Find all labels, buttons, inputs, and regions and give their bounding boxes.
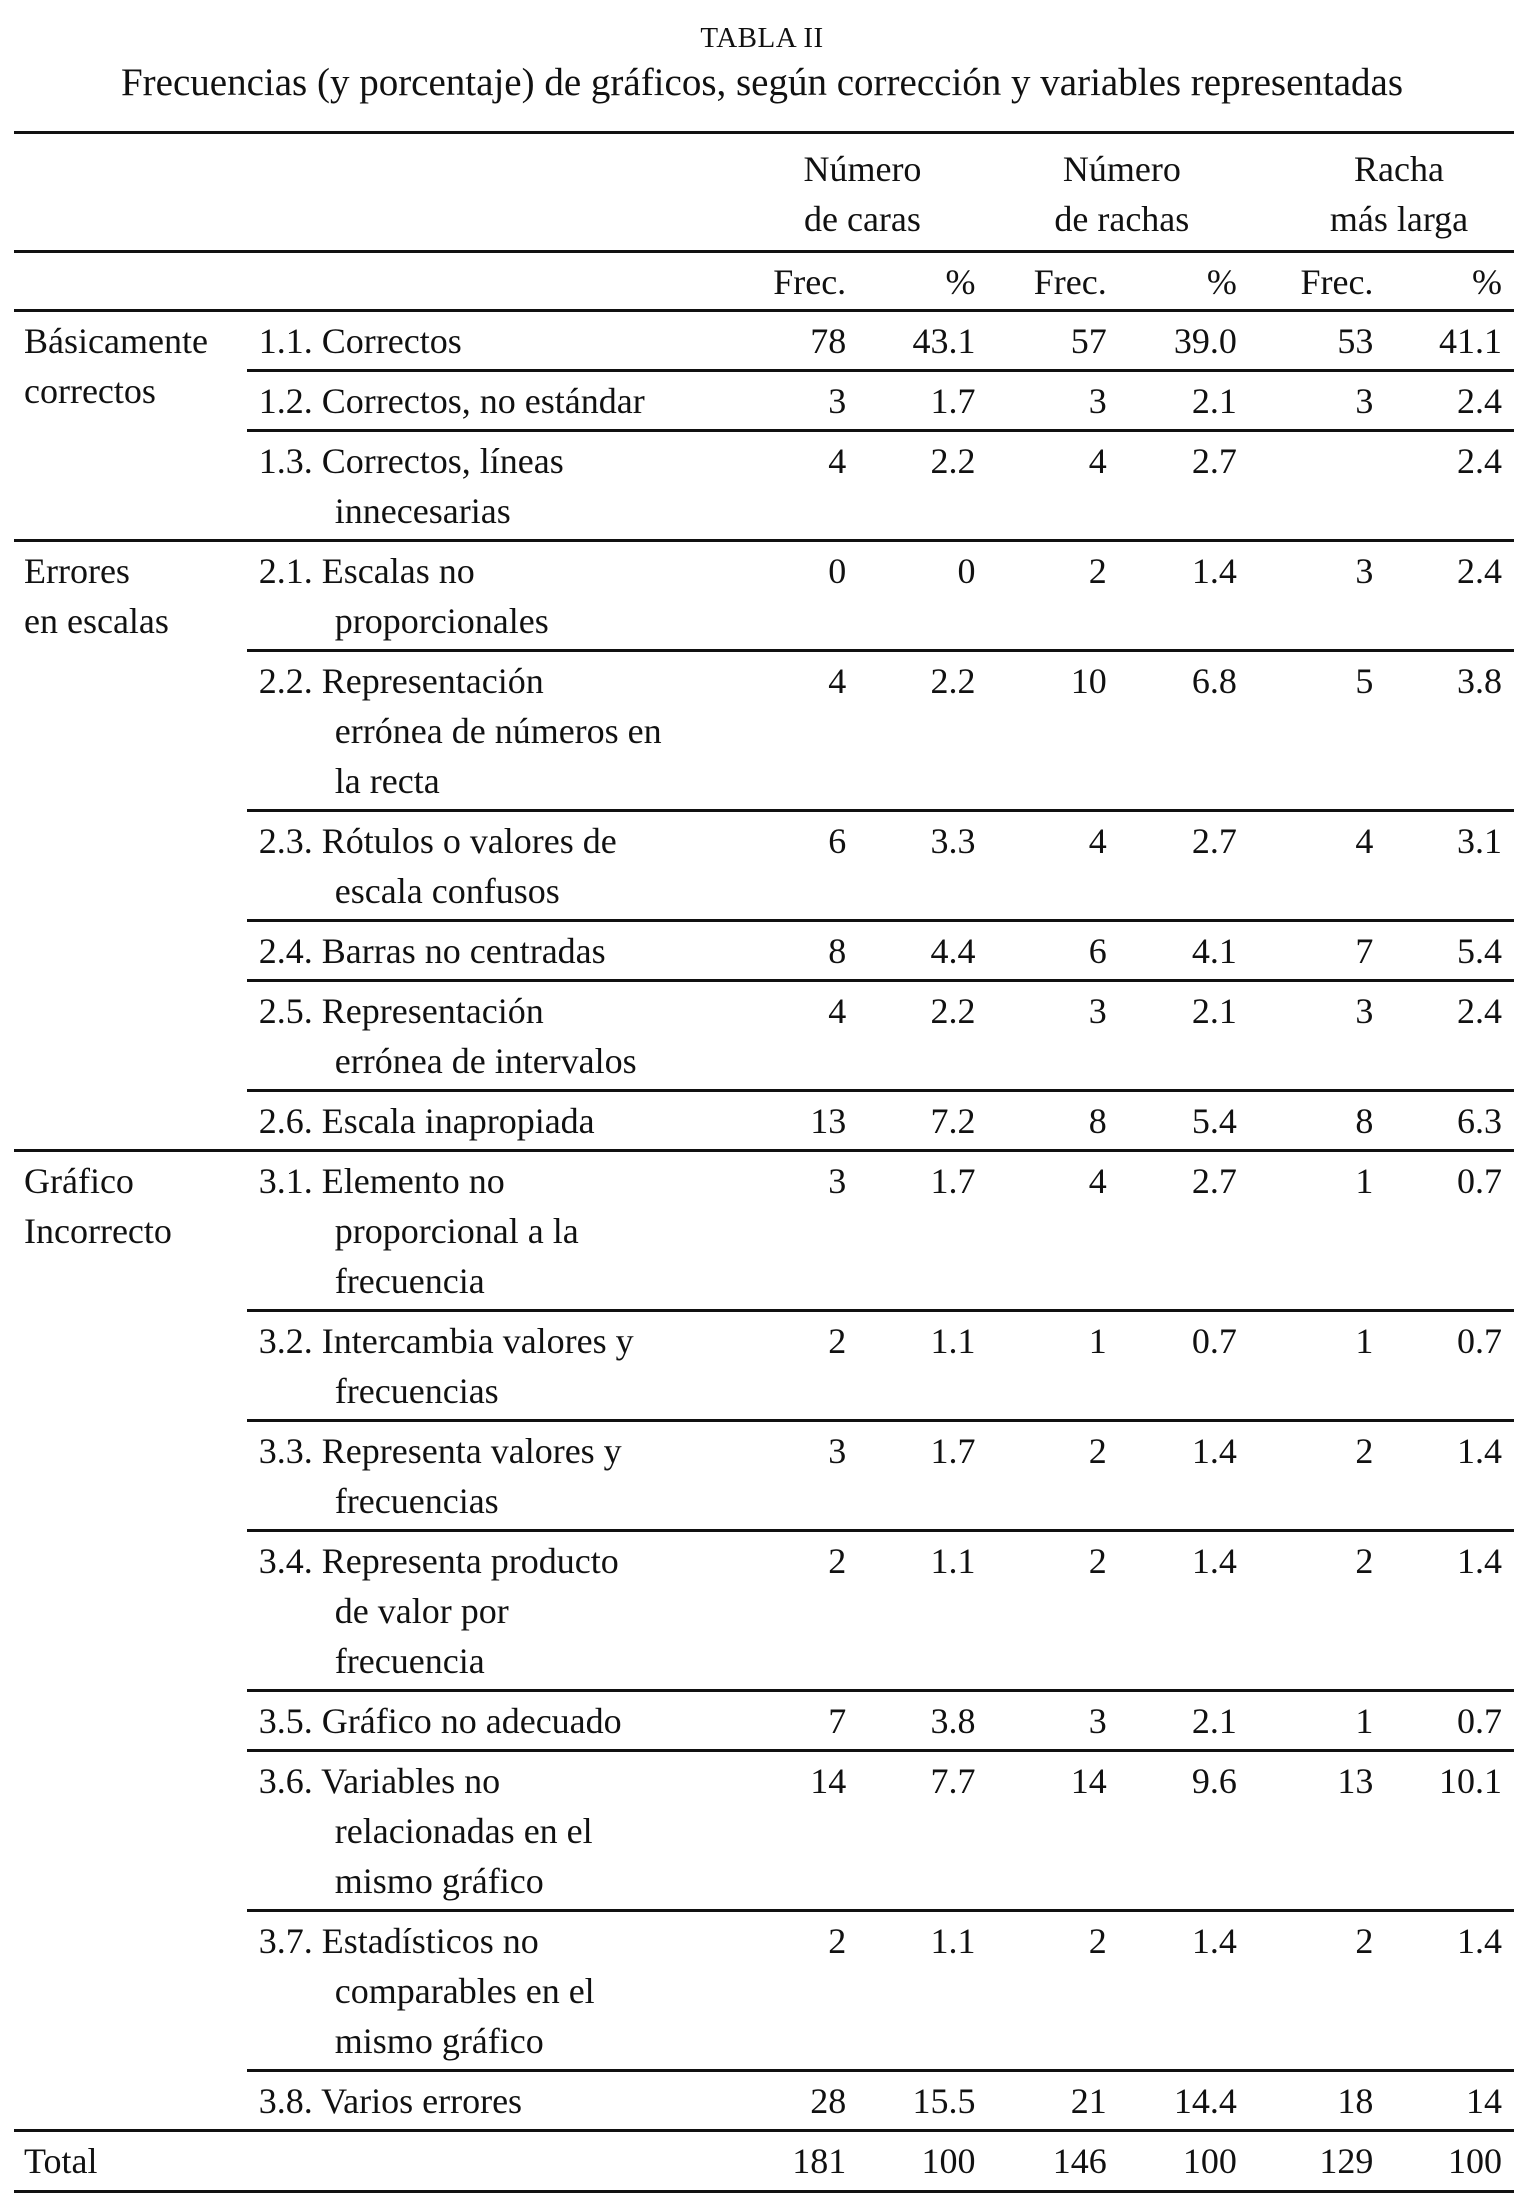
percentage-value: 41.1 — [1385, 311, 1514, 371]
frequency-value: 4 — [732, 651, 858, 811]
percentage-value: 1.4 — [1119, 1911, 1249, 2071]
frequency-value: 6 — [987, 921, 1118, 981]
item-label: 3.2. Intercambia valores y — [258, 1321, 634, 1361]
item-label: frecuencias — [334, 1481, 499, 1521]
frequency-value: 2 — [1249, 1911, 1386, 2071]
item-label-cell — [247, 1421, 732, 1531]
percentage-value: 0.7 — [1385, 1311, 1514, 1421]
percentage-value: 2.7 — [1119, 811, 1249, 921]
frequency-value: 14 — [732, 1751, 858, 1911]
category-label: Incorrecto — [24, 1211, 172, 1251]
item-label-cell — [247, 1531, 732, 1691]
frequency-value: 3 — [1249, 541, 1386, 651]
frequency-value: 4 — [987, 811, 1118, 921]
item-label-cell — [247, 1091, 732, 1151]
total-value: 129 — [1249, 2131, 1386, 2192]
frequency-value: 2 — [1249, 1531, 1386, 1691]
frequency-value: 3 — [987, 1691, 1118, 1751]
category-label: Gráfico — [24, 1161, 134, 1201]
item-label-cell — [247, 811, 732, 921]
frequency-value: 4 — [732, 431, 858, 541]
item-label-cell — [247, 371, 732, 431]
frequency-value: 2 — [732, 1311, 858, 1421]
frequency-value: 8 — [1249, 1091, 1386, 1151]
column-group-numero-de-rachas: Número de rachas — [1054, 149, 1190, 239]
item-label-cell — [247, 541, 732, 651]
percentage-value: 2.2 — [858, 651, 987, 811]
percentage-value: 1.1 — [858, 1311, 987, 1421]
frequency-value: 3 — [1249, 981, 1386, 1091]
item-label: innecesarias — [334, 491, 511, 531]
frequency-value: 4 — [732, 981, 858, 1091]
item-label: proporcionales — [334, 601, 549, 641]
item-label: de valor por — [334, 1591, 509, 1631]
percentage-value: 2.7 — [1119, 431, 1249, 541]
frequency-value: 2 — [987, 1911, 1118, 2071]
item-label-cell — [247, 311, 732, 371]
subheader-pct: % — [945, 262, 976, 302]
percentage-value: 2.2 — [858, 431, 987, 541]
item-label-cell — [247, 1751, 732, 1911]
frequency-value: 2 — [987, 541, 1118, 651]
frequency-value: 78 — [732, 311, 858, 371]
total-value: 100 — [1385, 2131, 1514, 2192]
percentage-value: 3.8 — [858, 1691, 987, 1751]
percentage-value: 0.7 — [1119, 1311, 1249, 1421]
item-label: 3.4. Representa producto — [258, 1541, 619, 1581]
frequency-value: 57 — [987, 311, 1118, 371]
item-label: 1.3. Correctos, líneas — [258, 441, 564, 481]
percentage-value: 5.4 — [1385, 921, 1514, 981]
percentage-value: 4.1 — [1119, 921, 1249, 981]
item-label: 2.6. Escala inapropiada — [258, 1101, 595, 1141]
percentage-value: 0 — [858, 541, 987, 651]
percentage-value: 2.4 — [1385, 371, 1514, 431]
table-row — [14, 541, 1514, 651]
total-label: Total — [14, 2131, 247, 2192]
item-label: errónea de intervalos — [334, 1041, 637, 1081]
item-label: 1.1. Correctos — [258, 321, 462, 361]
table-title: Frecuencias (y porcentaje) de gráficos, según corrección y variables representadas — [120, 61, 1404, 104]
percentage-value: 14.4 — [1119, 2071, 1249, 2131]
frequency-value: 4 — [987, 431, 1118, 541]
frequency-value: 1 — [1249, 1691, 1386, 1751]
category-label: en escalas — [24, 601, 169, 641]
item-label: 3.6. Variables no — [258, 1761, 501, 1801]
frequency-value: 0 — [732, 541, 858, 651]
item-label-cell — [247, 921, 732, 981]
frequency-value: 13 — [1249, 1751, 1386, 1911]
percentage-value: 2.1 — [1119, 981, 1249, 1091]
percentage-value: 5.4 — [1119, 1091, 1249, 1151]
percentage-value: 43.1 — [858, 311, 987, 371]
item-label: 2.4. Barras no centradas — [258, 931, 606, 971]
column-group-header-row — [14, 133, 1514, 252]
item-label: 2.2. Representación — [258, 661, 544, 701]
percentage-value: 2.2 — [858, 981, 987, 1091]
total-value: 181 — [732, 2131, 858, 2192]
item-label-cell — [247, 1151, 732, 1311]
percentage-value: 7.7 — [858, 1751, 987, 1911]
item-label-cell — [247, 431, 732, 541]
frequency-value: 7 — [1249, 921, 1386, 981]
frequency-value: 1 — [1249, 1311, 1386, 1421]
column-group-racha-mas-larga: Racha más larga — [1329, 149, 1469, 239]
subheader-row — [14, 252, 1514, 311]
frequency-value: 14 — [987, 1751, 1118, 1911]
item-label-cell — [247, 981, 732, 1091]
category-label: Errores — [24, 551, 130, 591]
frequency-value: 18 — [1249, 2071, 1386, 2131]
item-label: mismo gráfico — [334, 1861, 544, 1901]
frequency-value: 2 — [732, 1911, 858, 2071]
item-label: 2.5. Representación — [258, 991, 544, 1031]
table-row — [14, 311, 1514, 371]
subheader-pct: % — [1206, 262, 1237, 302]
item-label: la recta — [334, 761, 440, 801]
percentage-value: 14 — [1385, 2071, 1514, 2131]
percentage-value: 1.1 — [858, 1911, 987, 2071]
percentage-value: 2.7 — [1119, 1151, 1249, 1311]
total-row — [14, 2131, 1514, 2192]
item-label: 2.3. Rótulos o valores de — [258, 821, 617, 861]
frequency-value: 1 — [987, 1311, 1118, 1421]
frequency-value: 53 — [1249, 311, 1386, 371]
frequency-table — [14, 131, 1514, 2193]
frequency-value: 3 — [732, 371, 858, 431]
subheader-frec: Frec. — [773, 262, 847, 302]
frequency-value: 10 — [987, 651, 1118, 811]
item-label: 3.7. Estadísticos no — [258, 1921, 539, 1961]
subheader-frec: Frec. — [1033, 262, 1107, 302]
item-label: errónea de números en — [334, 711, 662, 751]
table-label: TABLA II — [700, 22, 824, 54]
total-value: 100 — [858, 2131, 987, 2192]
item-label: relacionadas en el — [334, 1811, 593, 1851]
percentage-value: 1.4 — [1385, 1531, 1514, 1691]
percentage-value: 6.8 — [1119, 651, 1249, 811]
frequency-value: 28 — [732, 2071, 858, 2131]
frequency-value: 8 — [987, 1091, 1118, 1151]
frequency-value: 3 — [987, 981, 1118, 1091]
column-group-numero-de-caras: Número de caras — [803, 149, 922, 239]
subheader-pct: % — [1472, 262, 1502, 302]
category-label: correctos — [24, 371, 156, 411]
percentage-value: 1.4 — [1385, 1421, 1514, 1531]
percentage-value: 3.8 — [1385, 651, 1514, 811]
category-label: Básicamente — [24, 321, 208, 361]
percentage-value: 6.3 — [1385, 1091, 1514, 1151]
frequency-value: 2 — [1249, 1421, 1386, 1531]
percentage-value: 1.4 — [1119, 1531, 1249, 1691]
item-label: frecuencia — [334, 1261, 485, 1301]
percentage-value: 2.1 — [1119, 371, 1249, 431]
frequency-value: 8 — [732, 921, 858, 981]
category-cell — [14, 1151, 247, 2131]
total-value: 100 — [1119, 2131, 1249, 2192]
item-label: proporcional a la — [334, 1211, 579, 1251]
item-label: frecuencias — [334, 1371, 499, 1411]
item-label-cell — [247, 1691, 732, 1751]
frequency-value: 4 — [1249, 811, 1386, 921]
item-label: 2.1. Escalas no — [258, 551, 475, 591]
percentage-value: 39.0 — [1119, 311, 1249, 371]
percentage-value: 1.4 — [1119, 1421, 1249, 1531]
percentage-value: 0.7 — [1385, 1151, 1514, 1311]
item-label-cell — [247, 1311, 732, 1421]
item-label-cell — [247, 2071, 732, 2131]
percentage-value: 1.4 — [1119, 541, 1249, 651]
percentage-value: 10.1 — [1385, 1751, 1514, 1911]
frequency-value: 3 — [1249, 371, 1386, 431]
frequency-value: 4 — [987, 1151, 1118, 1311]
item-label: 3.1. Elemento no — [258, 1161, 505, 1201]
item-label: comparables en el — [334, 1971, 595, 2011]
category-cell — [14, 311, 247, 541]
frequency-value: 3 — [732, 1421, 858, 1531]
item-label: escala confusos — [334, 871, 560, 911]
table-body — [14, 311, 1514, 2131]
frequency-value: 3 — [987, 371, 1118, 431]
frequency-value: 5 — [1249, 651, 1386, 811]
item-label: mismo gráfico — [334, 2021, 544, 2061]
percentage-value: 7.2 — [858, 1091, 987, 1151]
percentage-value: 1.4 — [1385, 1911, 1514, 2071]
percentage-value: 2.4 — [1385, 431, 1514, 541]
frequency-value: 7 — [732, 1691, 858, 1751]
percentage-value: 1.7 — [858, 371, 987, 431]
percentage-value: 0.7 — [1385, 1691, 1514, 1751]
frequency-value — [1249, 431, 1386, 541]
percentage-value: 3.1 — [1385, 811, 1514, 921]
item-label: 3.5. Gráfico no adecuado — [258, 1701, 622, 1741]
percentage-value: 2.1 — [1119, 1691, 1249, 1751]
percentage-value: 1.1 — [858, 1531, 987, 1691]
percentage-value: 1.7 — [858, 1151, 987, 1311]
frequency-value: 2 — [732, 1531, 858, 1691]
item-label: 3.3. Representa valores y — [258, 1431, 622, 1471]
percentage-value: 4.4 — [858, 921, 987, 981]
table-row — [14, 1151, 1514, 1311]
percentage-value: 15.5 — [858, 2071, 987, 2131]
frequency-value: 13 — [732, 1091, 858, 1151]
percentage-value: 3.3 — [858, 811, 987, 921]
item-label-cell — [247, 1911, 732, 2071]
frequency-value: 21 — [987, 2071, 1118, 2131]
frequency-value: 3 — [732, 1151, 858, 1311]
percentage-value: 1.7 — [858, 1421, 987, 1531]
percentage-value: 9.6 — [1119, 1751, 1249, 1911]
percentage-value: 2.4 — [1385, 981, 1514, 1091]
subheader-frec: Frec. — [1300, 262, 1374, 302]
item-label: 1.2. Correctos, no estándar — [258, 381, 645, 421]
item-label: 3.8. Varios errores — [258, 2081, 523, 2121]
category-cell — [14, 541, 247, 1151]
frequency-value: 6 — [732, 811, 858, 921]
total-value: 146 — [987, 2131, 1118, 2192]
item-label: frecuencia — [334, 1641, 485, 1681]
percentage-value: 2.4 — [1385, 541, 1514, 651]
frequency-value: 2 — [987, 1531, 1118, 1691]
frequency-value: 2 — [987, 1421, 1118, 1531]
frequency-value: 1 — [1249, 1151, 1386, 1311]
item-label-cell — [247, 651, 732, 811]
